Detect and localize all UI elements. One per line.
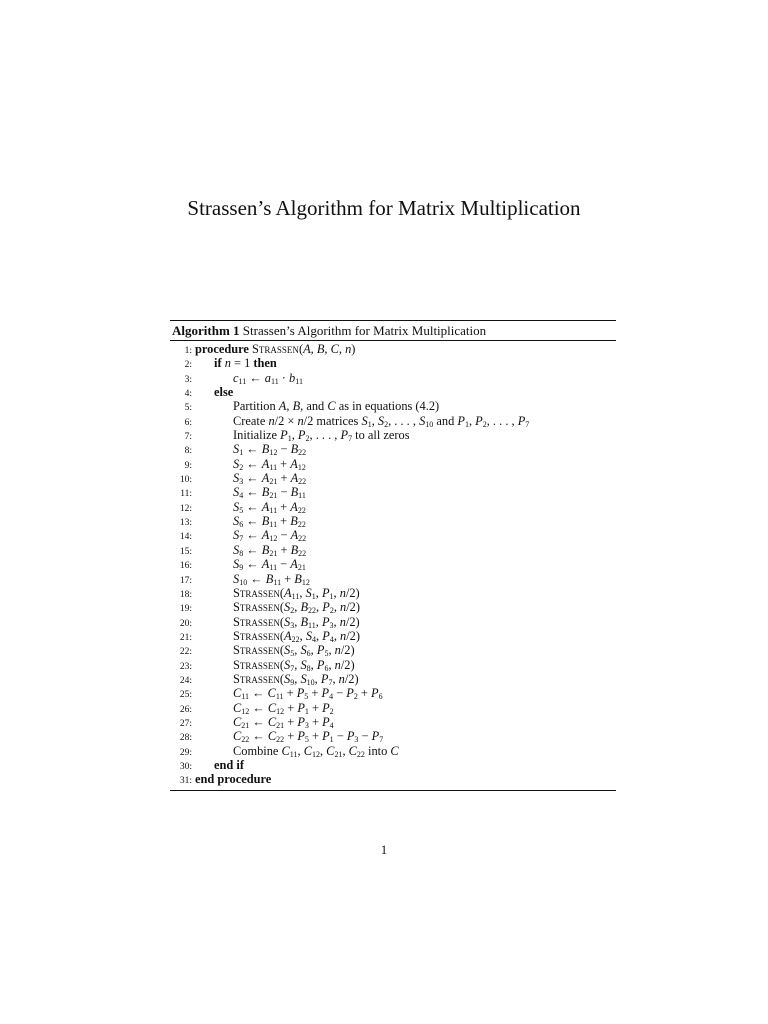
line-number: 8: (184, 446, 192, 457)
line-code: $S_9$ ← $A_{11} - A_{21}$ (233, 557, 306, 573)
line-number: 12: (179, 503, 192, 514)
line-code: end if (214, 757, 244, 772)
algorithm-block (170, 320, 616, 791)
page-number: 1 (380, 843, 388, 857)
line-number: 27: (179, 718, 192, 729)
line-number: 13: (179, 518, 192, 529)
line-number: 20: (179, 618, 192, 629)
line-code: else (214, 385, 234, 400)
algorithm-line (170, 485, 616, 499)
line-code: Partition A, B, and C as in equations (4.2) (233, 399, 440, 414)
line-number: 26: (179, 704, 192, 715)
line-code: $S_1$ ← $B_{12} - B_{22}$ (233, 442, 307, 458)
algorithm-line (170, 729, 616, 743)
line-number: 2: (184, 360, 192, 371)
line-code: $C_{21}$ ← $C_{21} + P_3 + P_4$ (233, 714, 334, 730)
algorithm-line (170, 557, 616, 571)
line-code: $S_5$ ← $A_{11} + A_{22}$ (233, 499, 306, 515)
algorithm-line (170, 572, 616, 586)
line-code: $c_{11}$ ← $a_{11} \cdot b_{11}$ (233, 370, 303, 386)
line-code: Create n/2 × n/2 matrices $S_1$, $S_2$, . . . , $S_{10}$ and $P_1$, $P_2$, . . . , $P_7$ (233, 413, 530, 429)
line-number: 9: (184, 460, 192, 471)
line-number: 19: (179, 604, 192, 615)
line-code: end procedure (195, 772, 272, 787)
line-number: 6: (184, 417, 192, 428)
algorithm-line (170, 643, 616, 657)
line-number: 5: (184, 403, 192, 414)
line-code: $Strassen(S_2$, $B_{22}$, $P_2$, n/2) (233, 600, 360, 616)
algorithm-line (170, 600, 616, 614)
bottom-rule (170, 790, 616, 791)
algorithm-line (170, 428, 616, 442)
line-number: 28: (179, 733, 192, 744)
algorithm-lines (170, 341, 616, 787)
line-number: 29: (179, 747, 192, 758)
line-code: $S_{10}$ ← $B_{11} + B_{12}$ (233, 571, 310, 587)
line-number: 1: (184, 346, 192, 356)
line-number: 3: (184, 374, 192, 385)
algorithm-caption-text: Strassen’s Algorithm for Matrix Multiplication (242, 323, 487, 338)
algorithm-line (170, 715, 616, 729)
line-code: $C_{11}$ ← $C_{11} + P_5 + P_4 - P_2 + P_6$ (233, 686, 383, 702)
algorithm-line (170, 658, 616, 672)
line-code: if n = 1 then (214, 356, 277, 371)
algorithm-line (170, 586, 616, 600)
line-code: procedure Strassen(A, B, C, n) (195, 342, 356, 356)
line-code: $Strassen(A_{11}$, $S_1$, $P_1$, n/2) (233, 585, 360, 601)
line-number: 24: (179, 675, 192, 686)
line-number: 15: (179, 546, 192, 557)
algorithm-label: Algorithm 1 (172, 323, 240, 338)
line-number: 14: (179, 532, 192, 543)
algorithm-line (170, 500, 616, 514)
line-number: 17: (179, 575, 192, 586)
algorithm-line (170, 442, 616, 456)
page-title: Strassen’s Algorithm for Matrix Multiplication (187, 196, 581, 220)
line-code: $Strassen(S_7$, $S_8$, $P_6$, n/2) (233, 657, 355, 673)
line-code: $S_2$ ← $A_{11} + A_{12}$ (233, 456, 306, 472)
line-code: $S_6$ ← $B_{11} + B_{22}$ (233, 514, 306, 530)
line-code: $S_3$ ← $A_{21} + A_{22}$ (233, 471, 307, 487)
line-number: 10: (179, 475, 192, 486)
line-number: 25: (179, 690, 192, 701)
line-code: $C_{22}$ ← $C_{22} + P_5 + P_1 - P_3 - P_7$ (233, 729, 384, 745)
algorithm-line (170, 457, 616, 471)
algorithm-line (170, 528, 616, 542)
line-number: 30: (179, 761, 192, 772)
line-number: 16: (179, 561, 192, 572)
line-code: $Strassen(S_5$, $S_6$, $P_5$, n/2) (233, 643, 355, 659)
algorithm-line (170, 385, 616, 399)
algorithm-line (170, 615, 616, 629)
algorithm-line (170, 356, 616, 370)
algorithm-line (170, 672, 616, 686)
algorithm-line (170, 772, 616, 786)
line-code: $Strassen(S_9$, $S_{10}$, $P_7$, n/2) (233, 671, 359, 687)
line-code: $C_{12}$ ← $C_{12} + P_1 + P_2$ (233, 700, 334, 716)
line-code: $Strassen(A_{22}$, $S_4$, $P_4$, n/2) (233, 628, 360, 644)
line-code: $S_8$ ← $B_{21} + B_{22}$ (233, 542, 307, 558)
algorithm-line (170, 514, 616, 528)
algorithm-line (170, 342, 616, 356)
algorithm-line (170, 701, 616, 715)
line-number: 21: (179, 632, 192, 643)
line-code: $Strassen(S_3$, $B_{11}$, $P_3$, n/2) (233, 614, 360, 630)
algorithm-line (170, 686, 616, 700)
line-number: 7: (184, 432, 192, 443)
line-code: $S_7$ ← $A_{12} - A_{22}$ (233, 528, 307, 544)
algorithm-line (170, 414, 616, 428)
algorithm-line (170, 371, 616, 385)
algorithm-line (170, 471, 616, 485)
line-number: 22: (179, 647, 192, 658)
line-number: 11: (180, 489, 192, 500)
algorithm-line (170, 758, 616, 772)
line-code: $S_4$ ← $B_{21} - B_{11}$ (233, 485, 306, 501)
line-number: 31: (179, 776, 192, 787)
line-number: 23: (179, 661, 192, 672)
line-code: Combine $C_{11}$, $C_{12}$, $C_{21}$, $C_{22}$ into C (233, 743, 399, 759)
line-number: 18: (179, 589, 192, 600)
line-code: Initialize $P_1$, $P_2$, . . . , $P_7$ to all zeros (233, 428, 410, 444)
algorithm-caption (170, 321, 616, 340)
line-number: 4: (184, 389, 192, 400)
algorithm-line (170, 744, 616, 758)
algorithm-line (170, 399, 616, 413)
algorithm-line (170, 543, 616, 557)
algorithm-line (170, 629, 616, 643)
